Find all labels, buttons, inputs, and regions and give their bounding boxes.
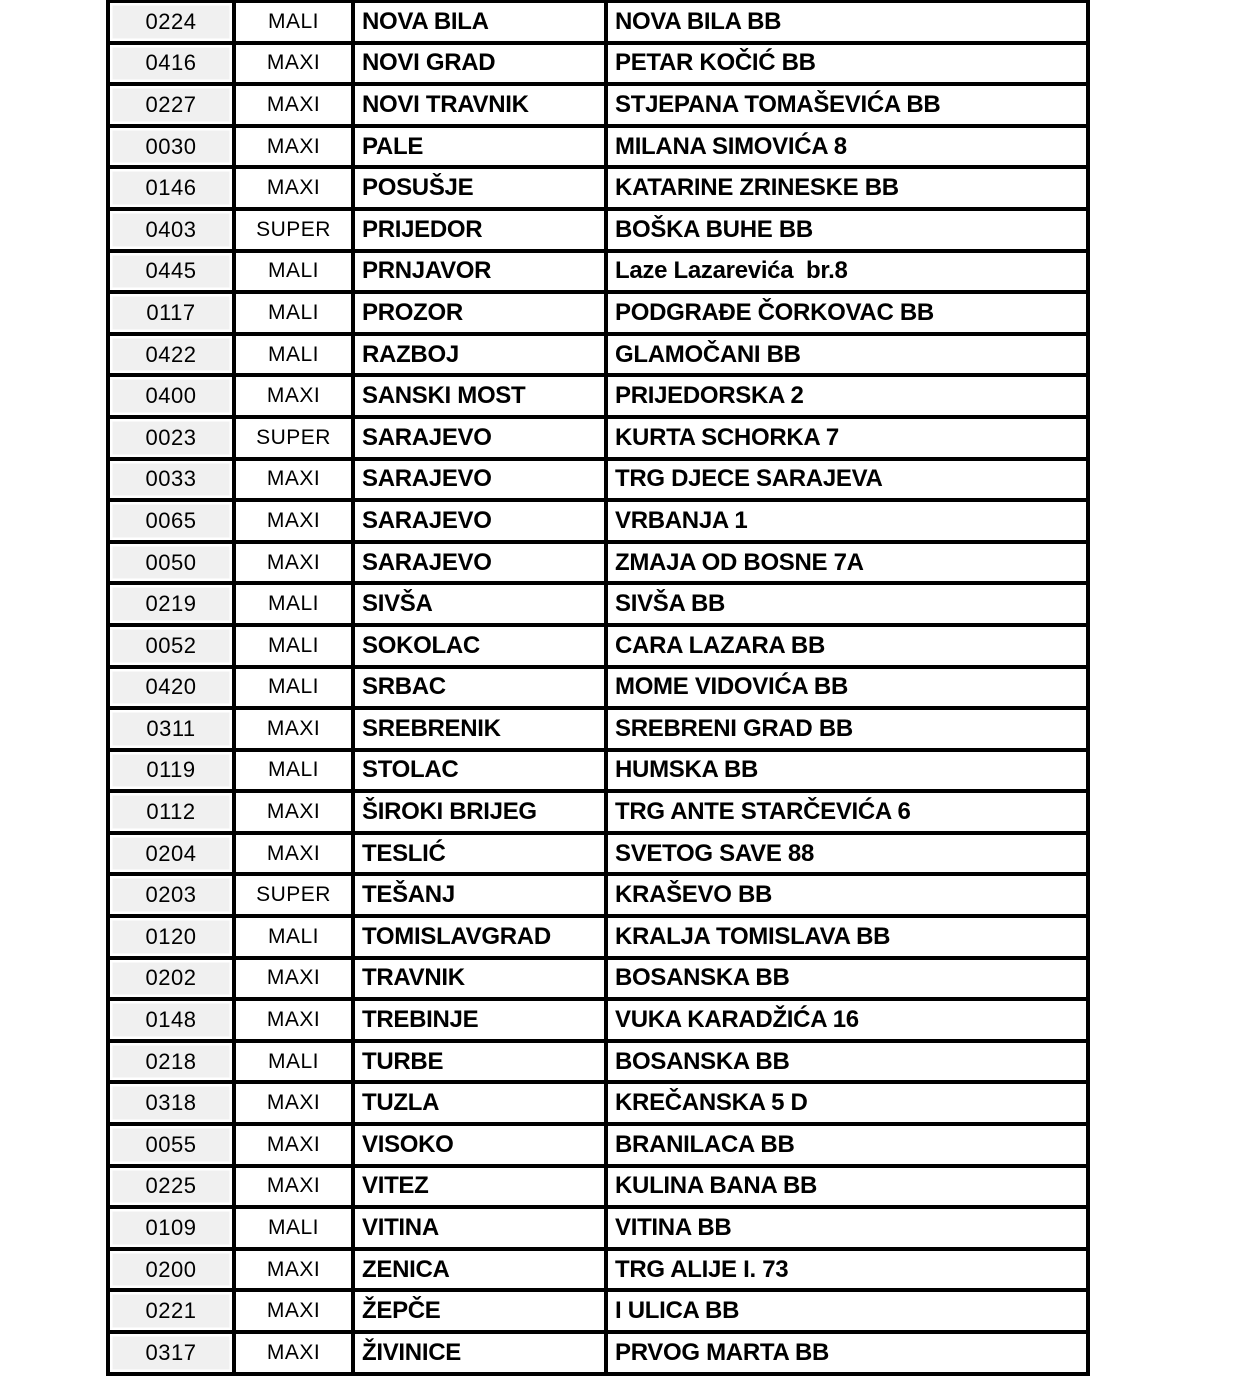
store-format-cell: MAXI: [234, 791, 353, 833]
store-code-cell: 0317: [108, 1332, 234, 1374]
store-address-cell: MILANA SIMOVIĆA 8: [606, 126, 1088, 168]
store-format-cell: MAXI: [234, 1124, 353, 1166]
store-address-cell: KRAŠEVO BB: [606, 874, 1088, 916]
store-format-cell: MALI: [234, 251, 353, 293]
store-address-cell: TRG DJECE SARAJEVA: [606, 459, 1088, 501]
table-row: [108, 1082, 1088, 1124]
store-table-body: [108, 1, 1088, 1374]
table-row: [108, 1332, 1088, 1374]
store-address-cell: TRG ALIJE I. 73: [606, 1249, 1088, 1291]
store-city-cell: TOMISLAVGRAD: [353, 916, 606, 958]
store-address-cell: NOVA BILA BB: [606, 1, 1088, 43]
store-address-cell: BOŠKA BUHE BB: [606, 209, 1088, 251]
table-row: [108, 750, 1088, 792]
store-code-cell: 0403: [108, 209, 234, 251]
table-row: [108, 583, 1088, 625]
table-row: [108, 459, 1088, 501]
store-city-cell: TREBINJE: [353, 999, 606, 1041]
store-code-cell: 0200: [108, 1249, 234, 1291]
store-format-cell: MAXI: [234, 459, 353, 501]
table-row: [108, 1207, 1088, 1249]
store-address-cell: KATARINE ZRINESKE BB: [606, 167, 1088, 209]
table-row: [108, 1041, 1088, 1083]
store-city-cell: SREBRENIK: [353, 708, 606, 750]
store-address-cell: HUMSKA BB: [606, 750, 1088, 792]
store-address-cell: GLAMOČANI BB: [606, 334, 1088, 376]
store-city-cell: VITINA: [353, 1207, 606, 1249]
store-city-cell: TEŠANJ: [353, 874, 606, 916]
store-format-cell: MAXI: [234, 43, 353, 85]
store-format-cell: MAXI: [234, 1249, 353, 1291]
store-city-cell: ŽIVINICE: [353, 1332, 606, 1374]
store-city-cell: ZENICA: [353, 1249, 606, 1291]
store-format-cell: MALI: [234, 916, 353, 958]
table-row: [108, 251, 1088, 293]
store-city-cell: SARAJEVO: [353, 500, 606, 542]
store-code-cell: 0400: [108, 375, 234, 417]
store-city-cell: TUZLA: [353, 1082, 606, 1124]
table-row: [108, 1290, 1088, 1332]
table-row: [108, 334, 1088, 376]
store-code-cell: 0203: [108, 874, 234, 916]
store-format-cell: SUPER: [234, 417, 353, 459]
store-code-cell: 0227: [108, 84, 234, 126]
store-code-cell: 0219: [108, 583, 234, 625]
store-format-cell: MAXI: [234, 500, 353, 542]
store-address-cell: Laze Lazarevića br.8: [606, 251, 1088, 293]
store-code-cell: 0422: [108, 334, 234, 376]
store-code-cell: 0120: [108, 916, 234, 958]
store-city-cell: SARAJEVO: [353, 542, 606, 584]
store-code-cell: 0202: [108, 958, 234, 1000]
store-code-cell: 0445: [108, 251, 234, 293]
store-code-cell: 0109: [108, 1207, 234, 1249]
store-address-cell: ZMAJA OD BOSNE 7A: [606, 542, 1088, 584]
store-format-cell: MAXI: [234, 958, 353, 1000]
table-row: [108, 167, 1088, 209]
table-row: [108, 791, 1088, 833]
store-code-cell: 0416: [108, 43, 234, 85]
store-code-cell: 0055: [108, 1124, 234, 1166]
store-format-cell: MAXI: [234, 542, 353, 584]
store-city-cell: RAZBOJ: [353, 334, 606, 376]
store-format-cell: MAXI: [234, 999, 353, 1041]
table-row: [108, 84, 1088, 126]
store-code-cell: 0112: [108, 791, 234, 833]
store-city-cell: PROZOR: [353, 292, 606, 334]
store-city-cell: TURBE: [353, 1041, 606, 1083]
store-city-cell: PRNJAVOR: [353, 251, 606, 293]
store-address-cell: MOME VIDOVIĆA BB: [606, 667, 1088, 709]
store-format-cell: MALI: [234, 292, 353, 334]
store-format-cell: MALI: [234, 1207, 353, 1249]
store-address-cell: KULINA BANA BB: [606, 1166, 1088, 1208]
table-row: [108, 542, 1088, 584]
store-format-cell: MAXI: [234, 833, 353, 875]
store-code-cell: 0119: [108, 750, 234, 792]
store-code-cell: 0117: [108, 292, 234, 334]
store-address-cell: SVETOG SAVE 88: [606, 833, 1088, 875]
store-city-cell: NOVI GRAD: [353, 43, 606, 85]
table-row: [108, 1249, 1088, 1291]
store-city-cell: STOLAC: [353, 750, 606, 792]
table-row: [108, 625, 1088, 667]
store-format-cell: MAXI: [234, 708, 353, 750]
store-format-cell: MALI: [234, 334, 353, 376]
table-row: [108, 1166, 1088, 1208]
store-format-cell: MAXI: [234, 1290, 353, 1332]
store-address-cell: VITINA BB: [606, 1207, 1088, 1249]
store-format-cell: MAXI: [234, 375, 353, 417]
store-city-cell: TESLIĆ: [353, 833, 606, 875]
store-address-cell: PODGRAĐE ČORKOVAC BB: [606, 292, 1088, 334]
store-city-cell: SANSKI MOST: [353, 375, 606, 417]
table-row: [108, 43, 1088, 85]
store-city-cell: NOVA BILA: [353, 1, 606, 43]
store-code-cell: 0420: [108, 667, 234, 709]
store-code-cell: 0218: [108, 1041, 234, 1083]
store-code-cell: 0225: [108, 1166, 234, 1208]
store-city-cell: POSUŠJE: [353, 167, 606, 209]
table-row: [108, 999, 1088, 1041]
store-format-cell: MALI: [234, 750, 353, 792]
store-city-cell: VITEZ: [353, 1166, 606, 1208]
store-city-cell: VISOKO: [353, 1124, 606, 1166]
store-address-cell: KRALJA TOMISLAVA BB: [606, 916, 1088, 958]
store-code-cell: 0221: [108, 1290, 234, 1332]
store-format-cell: SUPER: [234, 874, 353, 916]
store-format-cell: MALI: [234, 667, 353, 709]
store-locations-table: [106, 0, 1090, 1376]
store-city-cell: SRBAC: [353, 667, 606, 709]
table-row: [108, 126, 1088, 168]
store-format-cell: MAXI: [234, 167, 353, 209]
store-address-cell: BOSANSKA BB: [606, 958, 1088, 1000]
store-code-cell: 0030: [108, 126, 234, 168]
store-address-cell: I ULICA BB: [606, 1290, 1088, 1332]
store-address-cell: KREČANSKA 5 D: [606, 1082, 1088, 1124]
store-city-cell: SIVŠA: [353, 583, 606, 625]
store-format-cell: MAXI: [234, 1082, 353, 1124]
store-address-cell: SREBRENI GRAD BB: [606, 708, 1088, 750]
store-format-cell: MALI: [234, 625, 353, 667]
store-city-cell: NOVI TRAVNIK: [353, 84, 606, 126]
store-city-cell: SARAJEVO: [353, 459, 606, 501]
store-city-cell: TRAVNIK: [353, 958, 606, 1000]
table-row: [108, 375, 1088, 417]
store-city-cell: ŽEPČE: [353, 1290, 606, 1332]
store-address-cell: SIVŠA BB: [606, 583, 1088, 625]
table-row: [108, 916, 1088, 958]
store-city-cell: ŠIROKI BRIJEG: [353, 791, 606, 833]
table-row: [108, 1124, 1088, 1166]
store-code-cell: 0148: [108, 999, 234, 1041]
store-code-cell: 0052: [108, 625, 234, 667]
store-code-cell: 0318: [108, 1082, 234, 1124]
store-address-cell: PETAR KOČIĆ BB: [606, 43, 1088, 85]
table-row: [108, 417, 1088, 459]
store-address-cell: BOSANSKA BB: [606, 1041, 1088, 1083]
table-row: [108, 833, 1088, 875]
table-row: [108, 667, 1088, 709]
table-row: [108, 292, 1088, 334]
store-address-cell: BRANILACA BB: [606, 1124, 1088, 1166]
store-code-cell: 0204: [108, 833, 234, 875]
store-code-cell: 0033: [108, 459, 234, 501]
store-format-cell: MALI: [234, 1041, 353, 1083]
store-code-cell: 0311: [108, 708, 234, 750]
store-address-cell: KURTA SCHORKA 7: [606, 417, 1088, 459]
store-code-cell: 0050: [108, 542, 234, 584]
store-format-cell: MAXI: [234, 84, 353, 126]
store-address-cell: VRBANJA 1: [606, 500, 1088, 542]
store-city-cell: SOKOLAC: [353, 625, 606, 667]
store-address-cell: CARA LAZARA BB: [606, 625, 1088, 667]
store-address-cell: VUKA KARADŽIĆA 16: [606, 999, 1088, 1041]
table-row: [108, 958, 1088, 1000]
store-code-cell: 0065: [108, 500, 234, 542]
store-format-cell: MAXI: [234, 1332, 353, 1374]
table-row: [108, 874, 1088, 916]
table-row: [108, 209, 1088, 251]
store-code-cell: 0146: [108, 167, 234, 209]
store-address-cell: PRVOG MARTA BB: [606, 1332, 1088, 1374]
store-city-cell: PRIJEDOR: [353, 209, 606, 251]
store-city-cell: PALE: [353, 126, 606, 168]
store-code-cell: 0023: [108, 417, 234, 459]
store-code-cell: 0224: [108, 1, 234, 43]
store-address-cell: PRIJEDORSKA 2: [606, 375, 1088, 417]
store-format-cell: MAXI: [234, 1166, 353, 1208]
store-format-cell: MALI: [234, 583, 353, 625]
store-format-cell: MAXI: [234, 126, 353, 168]
table-row: [108, 708, 1088, 750]
table-row: [108, 1, 1088, 43]
table-row: [108, 500, 1088, 542]
store-city-cell: SARAJEVO: [353, 417, 606, 459]
store-address-cell: TRG ANTE STARČEVIĆA 6: [606, 791, 1088, 833]
store-format-cell: SUPER: [234, 209, 353, 251]
store-format-cell: MALI: [234, 1, 353, 43]
store-address-cell: STJEPANA TOMAŠEVIĆA BB: [606, 84, 1088, 126]
